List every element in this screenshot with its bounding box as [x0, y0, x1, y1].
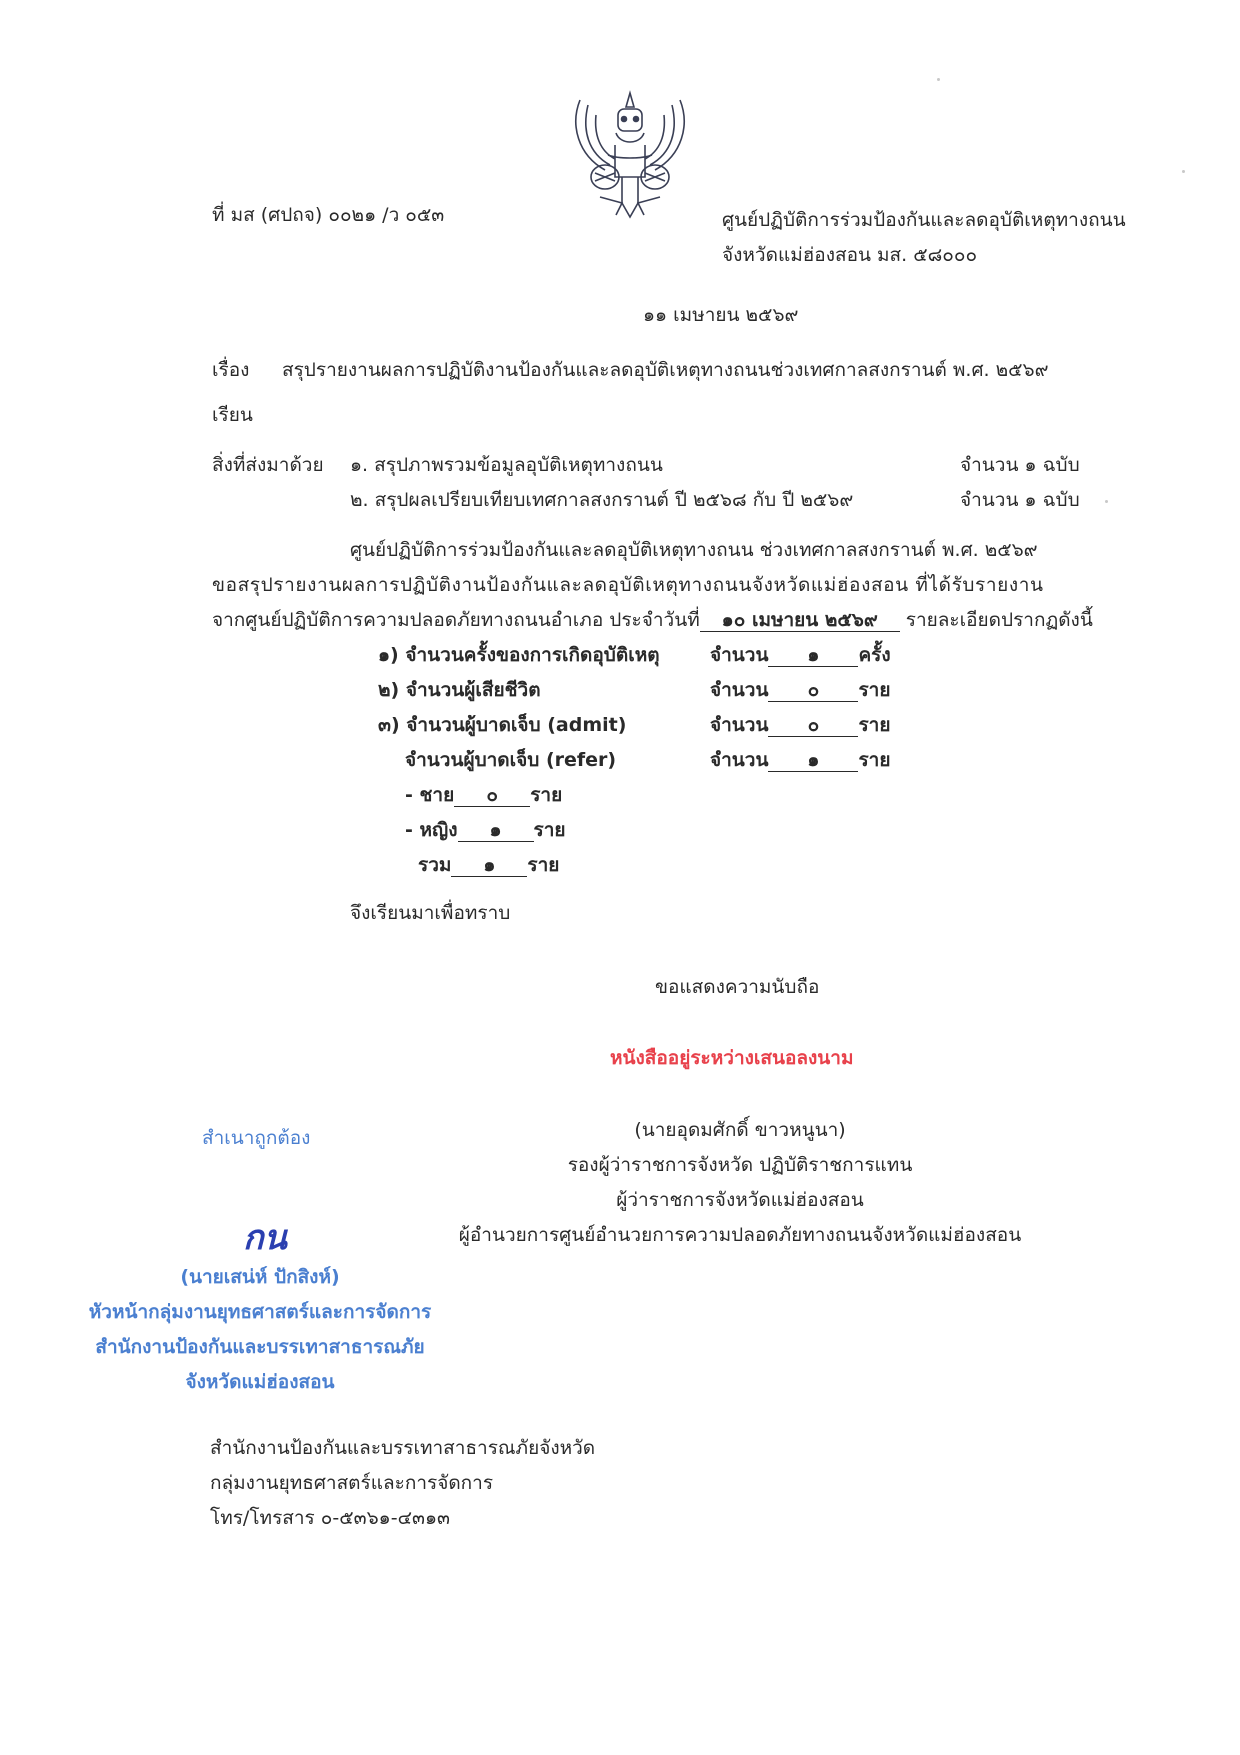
stat-row-injured-admit: จำนวน ๐ ราย [710, 714, 891, 736]
sender-organization: ศูนย์ปฏิบัติการร่วมป้องกันและลดอุบัติเหตุทางถนน [722, 209, 1126, 231]
breakdown-male: - ชาย ๐ ราย [405, 784, 563, 806]
scan-speck [937, 78, 940, 81]
signer-title-3: ผู้อำนวยการศูนย์อำนวยการความปลอดภัยทางถนนจังหวัดแม่ฮ่องสอน [458, 1224, 1022, 1246]
certified-copy-label: สำเนาถูกต้อง [202, 1127, 311, 1149]
body-line-3-suffix: รายละเอียดปรากฏดังนี้ [905, 609, 1093, 631]
certifier-title-2: สำนักงานป้องกันและบรรเทาสาธารณภัย [95, 1336, 425, 1358]
breakdown-female: - หญิง ๑ ราย [405, 819, 566, 841]
subject-label: เรื่อง [212, 359, 250, 381]
stat-label: ๓) จำนวนผู้บาดเจ็บ (admit) [378, 714, 627, 736]
document-date: ๑๑ เมษายน ๒๕๖๙ [643, 304, 799, 326]
body-line-1: ศูนย์ปฏิบัติการร่วมป้องกันและลดอุบัติเหตุทางถนน ช่วงเทศกาลสงกรานต์ พ.ศ. ๒๕๖๙ [350, 539, 1038, 561]
pending-signature-stamp: หนังสืออยู่ระหว่างเสนอลงนาม [610, 1047, 854, 1069]
scan-speck [1105, 500, 1108, 503]
report-date: ๑๐ เมษายน ๒๕๖๙ [700, 610, 900, 632]
certifier-name: (นายเสน่ห์ ปักสิงห์) [180, 1266, 340, 1288]
stat-label: ๑) จำนวนครั้งของการเกิดอุบัติเหตุ [378, 644, 660, 666]
breakdown-value: ๑ [451, 855, 527, 877]
stat-row-deaths: จำนวน ๐ ราย [710, 679, 891, 701]
signer-title-1: รองผู้ว่าราชการจังหวัด ปฏิบัติราชการแทน [567, 1154, 913, 1176]
salutation-label: เรียน [212, 404, 253, 426]
stat-row-injured-refer: จำนวน ๑ ราย [710, 749, 891, 771]
signer-title-2: ผู้ว่าราชการจังหวัดแม่ฮ่องสอน [616, 1189, 864, 1211]
closing-text: จึงเรียนมาเพื่อทราบ [350, 902, 511, 924]
stat-row-accidents: จำนวน ๑ ครั้ง [710, 644, 891, 666]
handwritten-signature: กน [243, 1218, 287, 1258]
attachment-item: ๑. สรุปภาพรวมข้อมูลอุบัติเหตุทางถนน [350, 454, 663, 476]
attachments-label: สิ่งที่ส่งมาด้วย [212, 454, 324, 476]
certifier-title-1: หัวหน้ากลุ่มงานยุทธศาสตร์และการจัดการ [88, 1301, 432, 1323]
attachment-quantity: จำนวน ๑ ฉบับ [960, 454, 1080, 476]
footer-division: กลุ่มงานยุทธศาสตร์และการจัดการ [210, 1472, 494, 1494]
stat-label: ๒) จำนวนผู้เสียชีวิต [378, 679, 541, 701]
stat-value: ๑ [768, 750, 858, 772]
body-line-3 [212, 605, 1093, 635]
attachment-quantity: จำนวน ๑ ฉบับ [960, 489, 1080, 511]
footer-phone: โทร/โทรสาร ๐-๕๓๖๑-๔๓๑๓ [210, 1507, 450, 1529]
attachment-item: ๒. สรุปผลเปรียบเทียบเทศกาลสงกรานต์ ปี ๒๕๖๘ กับ ปี ๒๕๖๙ [350, 489, 854, 511]
signer-name: (นายอุดมศักดิ์ ขาวหนูนา) [634, 1119, 846, 1141]
breakdown-total: รวม ๑ ราย [418, 854, 560, 876]
regards-text: ขอแสดงความนับถือ [655, 976, 820, 998]
subject-text: สรุปรายงานผลการปฏิบัติงานป้องกันและลดอุบัติเหตุทางถนนช่วงเทศกาลสงกรานต์ พ.ศ. ๒๕๖๙ [282, 359, 1049, 381]
stat-label: จำนวนผู้บาดเจ็บ (refer) [405, 749, 617, 771]
sender-address: จังหวัดแม่ฮ่องสอน มส. ๕๘๐๐๐ [722, 244, 978, 266]
reference-number: ที่ มส (ศปถจ) ๐๐๒๑ /ว ๐๕๓ [212, 204, 445, 226]
certifier-title-3: จังหวัดแม่ฮ่องสอน [185, 1371, 335, 1393]
body-line-2: ขอสรุปรายงานผลการปฏิบัติงานป้องกันและลดอุบัติเหตุทางถนนจังหวัดแม่ฮ่องสอน ที่ได้รับรายงาน [212, 574, 1044, 596]
breakdown-value: ๐ [454, 785, 530, 807]
scan-speck [1182, 170, 1185, 173]
stat-value: ๐ [768, 715, 858, 737]
stat-value: ๑ [768, 645, 858, 667]
breakdown-value: ๑ [458, 820, 534, 842]
footer-office: สำนักงานป้องกันและบรรเทาสาธารณภัยจังหวัด [210, 1437, 596, 1459]
body-line-3-prefix: จากศูนย์ปฏิบัติการความปลอดภัยทางถนนอำเภอ ประจำวันที่ [212, 609, 700, 631]
garuda-emblem-icon [560, 85, 700, 225]
stat-value: ๐ [768, 680, 858, 702]
